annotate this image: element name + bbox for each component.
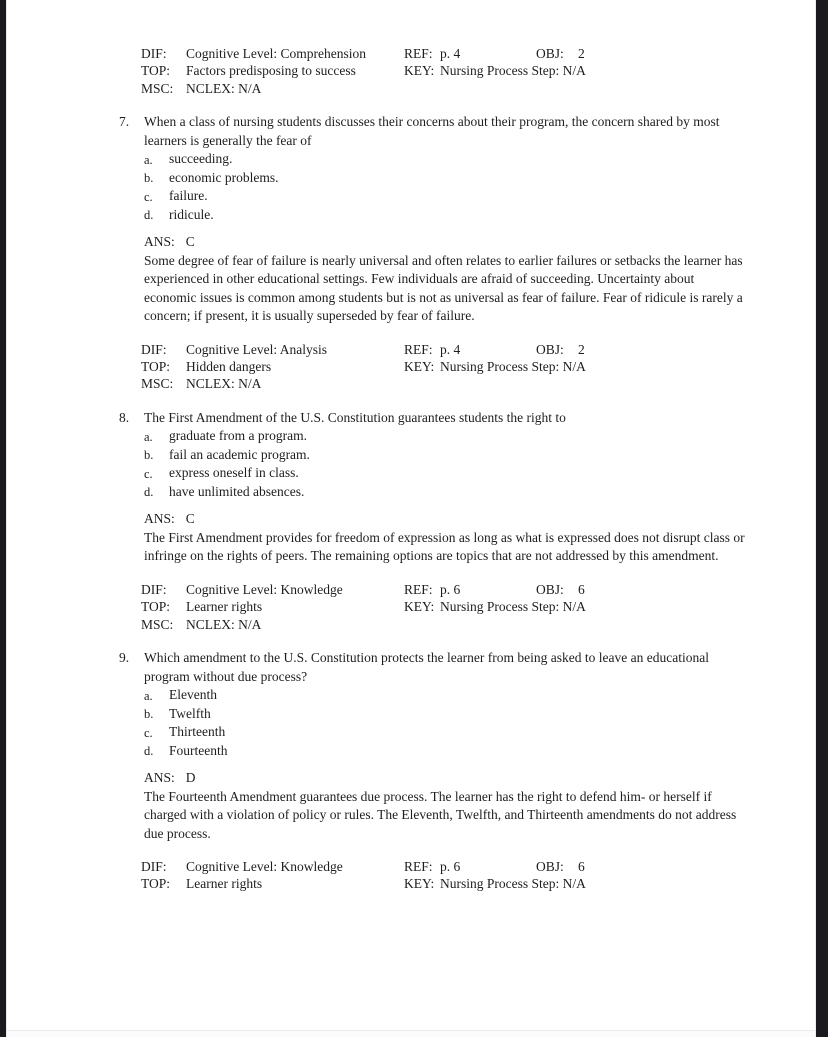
dif-value: Cognitive Level: Comprehension (186, 46, 366, 61)
option-letter: a. (144, 688, 153, 703)
question-7 (0, 113, 828, 393)
question-8-metadata (0, 581, 828, 633)
question-stem-row (0, 649, 828, 686)
meta-row-top (0, 875, 828, 892)
question-stem: When a class of nursing students discusses their concerns about their program, the concern shared by most learners is generally the fear of (144, 114, 720, 148)
page-content (0, 45, 828, 893)
question-8 (0, 409, 828, 633)
option-text: Eleventh (169, 687, 217, 703)
meta-row-dif (0, 858, 828, 875)
meta-row-top (0, 598, 828, 615)
key-value: Nursing Process Step: N/A (440, 359, 586, 375)
option-d (144, 742, 745, 761)
answer-block (144, 233, 745, 326)
option-a (144, 427, 745, 446)
question-stem: Which amendment to the U.S. Constitution protects the learner from being asked to leave an educational program without due process? (144, 650, 709, 684)
dif-value: Cognitive Level: Knowledge (186, 581, 343, 597)
obj-label: OBJ: (536, 581, 564, 597)
option-c (144, 464, 745, 483)
dif-label: DIF: (141, 46, 167, 61)
obj-label: OBJ: (536, 859, 564, 875)
answer-value: C (185, 234, 195, 250)
option-letter: a. (144, 429, 153, 444)
key-value: Nursing Process Step: N/A (440, 599, 586, 615)
option-text: fail an academic program. (169, 446, 310, 462)
option-text: failure. (169, 188, 208, 204)
page-right-edge (815, 0, 828, 1037)
ref-value: p. 6 (440, 581, 461, 597)
answer-line (144, 769, 745, 788)
msc-label: MSC: (141, 376, 174, 392)
meta-row-dif (0, 581, 828, 598)
option-letter: c. (144, 466, 153, 481)
key-label: KEY: (404, 63, 435, 79)
msc-value: NCLEX: N/A (186, 376, 262, 392)
ref-value: p. 4 (440, 341, 461, 357)
leading-question-metadata (0, 45, 828, 97)
option-text: Fourteenth (169, 742, 228, 758)
question-number: 8. (119, 409, 130, 425)
option-b (144, 169, 745, 188)
answer-block (144, 510, 745, 566)
ref-value: p. 6 (440, 859, 461, 875)
top-value: Learner rights (186, 876, 263, 892)
meta-row-dif (0, 45, 828, 62)
option-d (144, 206, 745, 225)
msc-label: MSC: (141, 616, 174, 632)
obj-value: 6 (578, 581, 585, 597)
option-text: ridicule. (169, 206, 214, 222)
dif-value: Cognitive Level: Knowledge (186, 859, 343, 875)
obj-value: 6 (578, 859, 585, 875)
question-number: 9. (119, 650, 130, 666)
meta-row-msc (0, 616, 828, 633)
dif-label: DIF: (141, 859, 167, 875)
option-text: express oneself in class. (169, 465, 299, 481)
dif-label: DIF: (141, 341, 167, 357)
question-stem-row (0, 113, 828, 150)
option-letter: c. (144, 725, 153, 740)
key-label: KEY: (404, 876, 435, 892)
meta-row-top (0, 62, 828, 79)
option-letter: b. (144, 707, 154, 722)
option-text: Thirteenth (169, 724, 226, 740)
option-letter: b. (144, 171, 154, 186)
obj-label: OBJ: (536, 46, 564, 61)
question-stem: The First Amendment of the U.S. Constitution guarantees students the right to (144, 409, 566, 425)
rationale: The First Amendment provides for freedom of expression as long as what is expressed does not disrupt class or infringe on the rights of peers. The remaining options are topics that are not addressed by this amendment. (144, 529, 745, 564)
msc-value: NCLEX: N/A (186, 80, 262, 96)
ref-label: REF: (404, 341, 433, 357)
option-letter: b. (144, 448, 154, 463)
rationale: Some degree of fear of failure is nearly universal and often relates to earlier failures or setbacks the learner has experienced in other educational settings. Few individuals are afraid of succeeding. Uncertainty about economic issues is common among students but is not as universal as fear of failure. Fear of ridicule is rarely a concern; if present, it is usually superseded by fear of failure. (144, 252, 743, 324)
meta-row-top (0, 358, 828, 375)
option-b (144, 446, 745, 465)
option-c (144, 723, 745, 742)
obj-value: 2 (578, 341, 585, 357)
meta-row-msc (0, 80, 828, 97)
ref-label: REF: (404, 859, 433, 875)
answer-value: C (185, 511, 195, 527)
obj-label: OBJ: (536, 341, 564, 357)
option-text: Twelfth (169, 705, 211, 721)
option-letter: d. (144, 744, 154, 759)
top-label: TOP: (141, 599, 171, 615)
key-value: Nursing Process Step: N/A (440, 876, 586, 892)
msc-value: NCLEX: N/A (186, 616, 262, 632)
option-letter: a. (144, 152, 153, 167)
ref-label: REF: (404, 46, 433, 61)
obj-value: 2 (578, 46, 585, 61)
ref-label: REF: (404, 581, 433, 597)
question-number: 7. (119, 114, 130, 130)
option-text: graduate from a program. (169, 428, 307, 444)
msc-label: MSC: (141, 80, 174, 96)
answer-line (144, 510, 745, 529)
option-letter: c. (144, 189, 153, 204)
answer-label: ANS: (144, 770, 175, 786)
answer-value: D (185, 770, 196, 786)
option-text: economic problems. (169, 169, 279, 185)
question-9-metadata (0, 858, 828, 893)
ref-value: p. 4 (440, 46, 461, 61)
key-value: Nursing Process Step: N/A (440, 63, 586, 79)
option-letter: d. (144, 485, 154, 500)
option-c (144, 187, 745, 206)
page-left-edge (0, 0, 7, 1037)
option-letter: d. (144, 208, 154, 223)
rationale: The Fourteenth Amendment guarantees due process. The learner has the right to defend him- or herself if charged with a violation of policy or rules. The Eleventh, Twelfth, and Thirteenth amendments do not address due process. (144, 788, 737, 841)
top-value: Learner rights (186, 599, 263, 615)
meta-row-dif (0, 341, 828, 358)
answer-line (144, 233, 745, 252)
page-bottom-edge (6, 1030, 816, 1037)
option-a (144, 686, 745, 705)
key-label: KEY: (404, 599, 435, 615)
option-d (144, 483, 745, 502)
top-value: Factors predisposing to success (186, 63, 356, 79)
question-9 (0, 649, 828, 893)
question-stem-row (0, 409, 828, 428)
top-label: TOP: (141, 359, 171, 375)
option-text: have unlimited absences. (169, 483, 305, 499)
top-value: Hidden dangers (186, 359, 272, 375)
answer-block (144, 769, 745, 843)
question-7-metadata (0, 341, 828, 393)
top-label: TOP: (141, 876, 171, 892)
option-text: succeeding. (169, 151, 233, 167)
option-b (144, 705, 745, 724)
meta-row-msc (0, 375, 828, 392)
top-label: TOP: (141, 63, 171, 79)
key-label: KEY: (404, 359, 435, 375)
dif-label: DIF: (141, 581, 167, 597)
dif-value: Cognitive Level: Analysis (186, 341, 327, 357)
option-a (144, 150, 745, 169)
answer-label: ANS: (144, 511, 175, 527)
answer-label: ANS: (144, 234, 175, 250)
